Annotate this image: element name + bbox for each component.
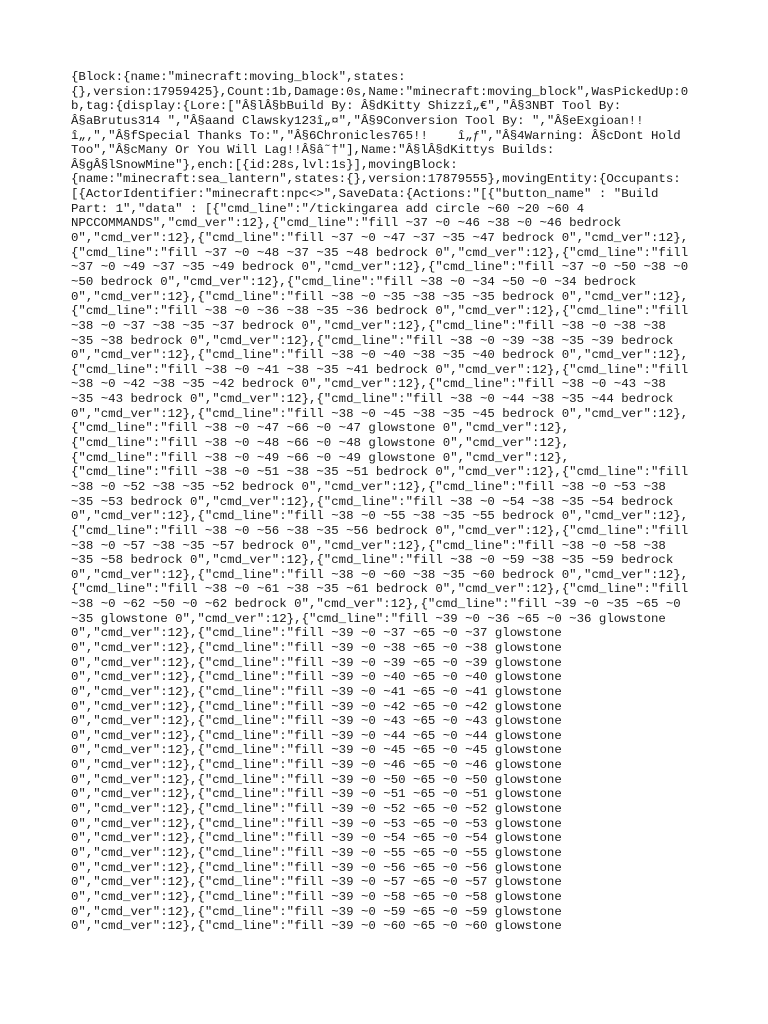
code-line: 0","cmd_ver":12},{"cmd_line":"fill ~39 ~0 ~40 ~65 ~0 ~40 glowstone bbox=[71, 670, 562, 685]
code-line: ~35 glowstone 0","cmd_ver":12},{"cmd_line":"fill ~39 ~0 ~36 ~65 ~0 ~36 glowstone bbox=[71, 611, 666, 626]
code-line: {"cmd_line":"fill ~38 ~0 ~51 ~38 ~35 ~51 bedrock 0","cmd_ver":12},{"cmd_line":"fill bbox=[71, 465, 689, 480]
code-line: 0","cmd_ver":12},{"cmd_line":"fill ~39 ~0 ~41 ~65 ~0 ~41 glowstone bbox=[71, 684, 562, 699]
code-line: 0","cmd_ver":12},{"cmd_line":"fill ~38 ~0 ~55 ~38 ~35 ~55 bedrock 0","cmd_ver":12}, bbox=[71, 509, 689, 524]
code-line: ~35 ~58 bedrock 0","cmd_ver":12},{"cmd_line":"fill ~38 ~0 ~59 ~38 ~35 ~59 bedrock bbox=[71, 553, 674, 568]
code-line: 0","cmd_ver":12},{"cmd_line":"fill ~39 ~0 ~37 ~65 ~0 ~37 glowstone bbox=[71, 626, 562, 641]
code-line: Part: 1","data" : [{"cmd_line":"/tickingarea add circle ~60 ~20 ~60 4 bbox=[71, 201, 585, 216]
code-line: 0","cmd_ver":12},{"cmd_line":"fill ~38 ~0 ~35 ~38 ~35 ~35 bedrock 0","cmd_ver":12}, bbox=[71, 289, 689, 304]
code-line: ~38 ~0 ~37 ~38 ~35 ~37 bedrock 0","cmd_ver":12},{"cmd_line":"fill ~38 ~0 ~38 ~38 bbox=[71, 318, 666, 333]
code-line: 0","cmd_ver":12},{"cmd_line":"fill ~39 ~0 ~52 ~65 ~0 ~52 glowstone bbox=[71, 802, 562, 817]
code-line: Â§aBrutus314 ","Â§aand Clawsky123î„¤","Â§9Conversion Tool By: ","Â§eExgioan!! bbox=[71, 113, 644, 128]
code-line: 0","cmd_ver":12},{"cmd_line":"fill ~38 ~0 ~40 ~38 ~35 ~40 bedrock 0","cmd_ver":12}, bbox=[71, 348, 689, 363]
code-line: ~50 bedrock 0","cmd_ver":12},{"cmd_line":"fill ~38 ~0 ~34 ~50 ~0 ~34 bedrock bbox=[71, 274, 637, 289]
code-line: {"cmd_line":"fill ~38 ~0 ~41 ~38 ~35 ~41 bedrock 0","cmd_ver":12},{"cmd_line":"fill bbox=[71, 362, 689, 377]
code-line: {"cmd_line":"fill ~38 ~0 ~49 ~66 ~0 ~49 glowstone 0","cmd_ver":12}, bbox=[71, 450, 570, 465]
code-line: 0","cmd_ver":12},{"cmd_line":"fill ~38 ~0 ~60 ~38 ~35 ~60 bedrock 0","cmd_ver":12}, bbox=[71, 567, 689, 582]
code-line: 0","cmd_ver":12},{"cmd_line":"fill ~39 ~0 ~56 ~65 ~0 ~56 glowstone bbox=[71, 860, 562, 875]
code-line: {"cmd_line":"fill ~38 ~0 ~47 ~66 ~0 ~47 glowstone 0","cmd_ver":12}, bbox=[71, 421, 570, 436]
code-line: ~38 ~0 ~52 ~38 ~35 ~52 bedrock 0","cmd_ver":12},{"cmd_line":"fill ~38 ~0 ~53 ~38 bbox=[71, 479, 666, 494]
code-line: 0","cmd_ver":12},{"cmd_line":"fill ~39 ~0 ~60 ~65 ~0 ~60 glowstone bbox=[71, 919, 562, 934]
code-line: {name:"minecraft:sea_lantern",states:{},version:17879555},movingEntity:{Occupants: bbox=[71, 172, 681, 187]
code-line: 0","cmd_ver":12},{"cmd_line":"fill ~39 ~0 ~59 ~65 ~0 ~59 glowstone bbox=[71, 904, 562, 919]
code-line: Â§gÂ§lSnowMine"},ench:[{id:28s,lvl:1s}],movingBlock: bbox=[71, 157, 458, 172]
code-line: 0","cmd_ver":12},{"cmd_line":"fill ~39 ~0 ~50 ~65 ~0 ~50 glowstone bbox=[71, 772, 562, 787]
nbt-code-text bbox=[71, 70, 701, 934]
code-line: ~35 ~43 bedrock 0","cmd_ver":12},{"cmd_line":"fill ~38 ~0 ~44 ~38 ~35 ~44 bedrock bbox=[71, 392, 674, 407]
code-line: 0","cmd_ver":12},{"cmd_line":"fill ~39 ~0 ~46 ~65 ~0 ~46 glowstone bbox=[71, 758, 562, 773]
code-line: {"cmd_line":"fill ~38 ~0 ~36 ~38 ~35 ~36 bedrock 0","cmd_ver":12},{"cmd_line":"fill bbox=[71, 304, 689, 319]
code-line: ~35 ~53 bedrock 0","cmd_ver":12},{"cmd_line":"fill ~38 ~0 ~54 ~38 ~35 ~54 bedrock bbox=[71, 494, 674, 509]
code-line: 0","cmd_ver":12},{"cmd_line":"fill ~39 ~0 ~38 ~65 ~0 ~38 glowstone bbox=[71, 640, 562, 655]
code-line: {},version:17959425},Count:1b,Damage:0s,Name:"minecraft:moving_block",WasPickedUp:0 bbox=[71, 84, 689, 99]
code-line: ~37 ~0 ~49 ~37 ~35 ~49 bedrock 0","cmd_ver":12},{"cmd_line":"fill ~37 ~0 ~50 ~38 ~0 bbox=[71, 260, 689, 275]
code-line: 0","cmd_ver":12},{"cmd_line":"fill ~39 ~0 ~53 ~65 ~0 ~53 glowstone bbox=[71, 816, 562, 831]
code-line: 0","cmd_ver":12},{"cmd_line":"fill ~39 ~0 ~42 ~65 ~0 ~42 glowstone bbox=[71, 699, 562, 714]
code-line: {"cmd_line":"fill ~38 ~0 ~61 ~38 ~35 ~61 bedrock 0","cmd_ver":12},{"cmd_line":"fill bbox=[71, 582, 689, 597]
code-line: 0","cmd_ver":12},{"cmd_line":"fill ~39 ~0 ~51 ~65 ~0 ~51 glowstone bbox=[71, 787, 562, 802]
code-line: [{ActorIdentifier:"minecraft:npc<>",SaveData:{Actions:"[{"button_name" : "Build bbox=[71, 187, 659, 202]
code-line: 0","cmd_ver":12},{"cmd_line":"fill ~39 ~0 ~43 ~65 ~0 ~43 glowstone bbox=[71, 714, 562, 729]
code-line: 0","cmd_ver":12},{"cmd_line":"fill ~39 ~0 ~55 ~65 ~0 ~55 glowstone bbox=[71, 845, 562, 860]
code-line: {Block:{name:"minecraft:moving_block",states: bbox=[71, 70, 406, 84]
code-line: {"cmd_line":"fill ~38 ~0 ~48 ~66 ~0 ~48 glowstone 0","cmd_ver":12}, bbox=[71, 436, 570, 451]
code-line: ~38 ~0 ~57 ~38 ~35 ~57 bedrock 0","cmd_ver":12},{"cmd_line":"fill ~38 ~0 ~58 ~38 bbox=[71, 538, 666, 553]
code-line: Too","Â§cMany Or You Will Lag!!Â§â˜†"],Name:"Â§lÂ§dKittys Builds: bbox=[71, 143, 555, 158]
code-line: ~38 ~0 ~62 ~50 ~0 ~62 bedrock 0","cmd_ver":12},{"cmd_line":"fill ~39 ~0 ~35 ~65 ~0 bbox=[71, 597, 681, 612]
code-line: ~38 ~0 ~42 ~38 ~35 ~42 bedrock 0","cmd_ver":12},{"cmd_line":"fill ~38 ~0 ~43 ~38 bbox=[71, 377, 666, 392]
code-line: 0","cmd_ver":12},{"cmd_line":"fill ~39 ~0 ~58 ~65 ~0 ~58 glowstone bbox=[71, 889, 562, 904]
code-line: {"cmd_line":"fill ~38 ~0 ~56 ~38 ~35 ~56 bedrock 0","cmd_ver":12},{"cmd_line":"fill bbox=[71, 523, 689, 538]
code-line: 0","cmd_ver":12},{"cmd_line":"fill ~39 ~0 ~54 ~65 ~0 ~54 glowstone bbox=[71, 831, 562, 846]
code-line: 0","cmd_ver":12},{"cmd_line":"fill ~37 ~0 ~47 ~37 ~35 ~47 bedrock 0","cmd_ver":12}, bbox=[71, 231, 689, 246]
code-line: 0","cmd_ver":12},{"cmd_line":"fill ~39 ~0 ~39 ~65 ~0 ~39 glowstone bbox=[71, 655, 562, 670]
code-line: ~35 ~38 bedrock 0","cmd_ver":12},{"cmd_line":"fill ~38 ~0 ~39 ~38 ~35 ~39 bedrock bbox=[71, 333, 674, 348]
code-line: î„‚","Â§fSpecial Thanks To:","Â§6Chronicles765!! î„ƒ","Â§4Warning: Â§cDont Hold bbox=[71, 128, 681, 143]
code-line: NPCCOMMANDS","cmd_ver":12},{"cmd_line":"fill ~37 ~0 ~46 ~38 ~0 ~46 bedrock bbox=[71, 216, 622, 231]
code-line: {"cmd_line":"fill ~37 ~0 ~48 ~37 ~35 ~48 bedrock 0","cmd_ver":12},{"cmd_line":"fill bbox=[71, 245, 689, 260]
code-line: 0","cmd_ver":12},{"cmd_line":"fill ~39 ~0 ~45 ~65 ~0 ~45 glowstone bbox=[71, 743, 562, 758]
code-line: b,tag:{display:{Lore:["Â§lÂ§bBuild By: Â§dKitty Shizzî„€","Â§3NBT Tool By: bbox=[71, 99, 622, 114]
code-line: 0","cmd_ver":12},{"cmd_line":"fill ~39 ~0 ~57 ~65 ~0 ~57 glowstone bbox=[71, 875, 562, 890]
code-line: 0","cmd_ver":12},{"cmd_line":"fill ~39 ~0 ~44 ~65 ~0 ~44 glowstone bbox=[71, 728, 562, 743]
code-line: 0","cmd_ver":12},{"cmd_line":"fill ~38 ~0 ~45 ~38 ~35 ~45 bedrock 0","cmd_ver":12}, bbox=[71, 406, 689, 421]
